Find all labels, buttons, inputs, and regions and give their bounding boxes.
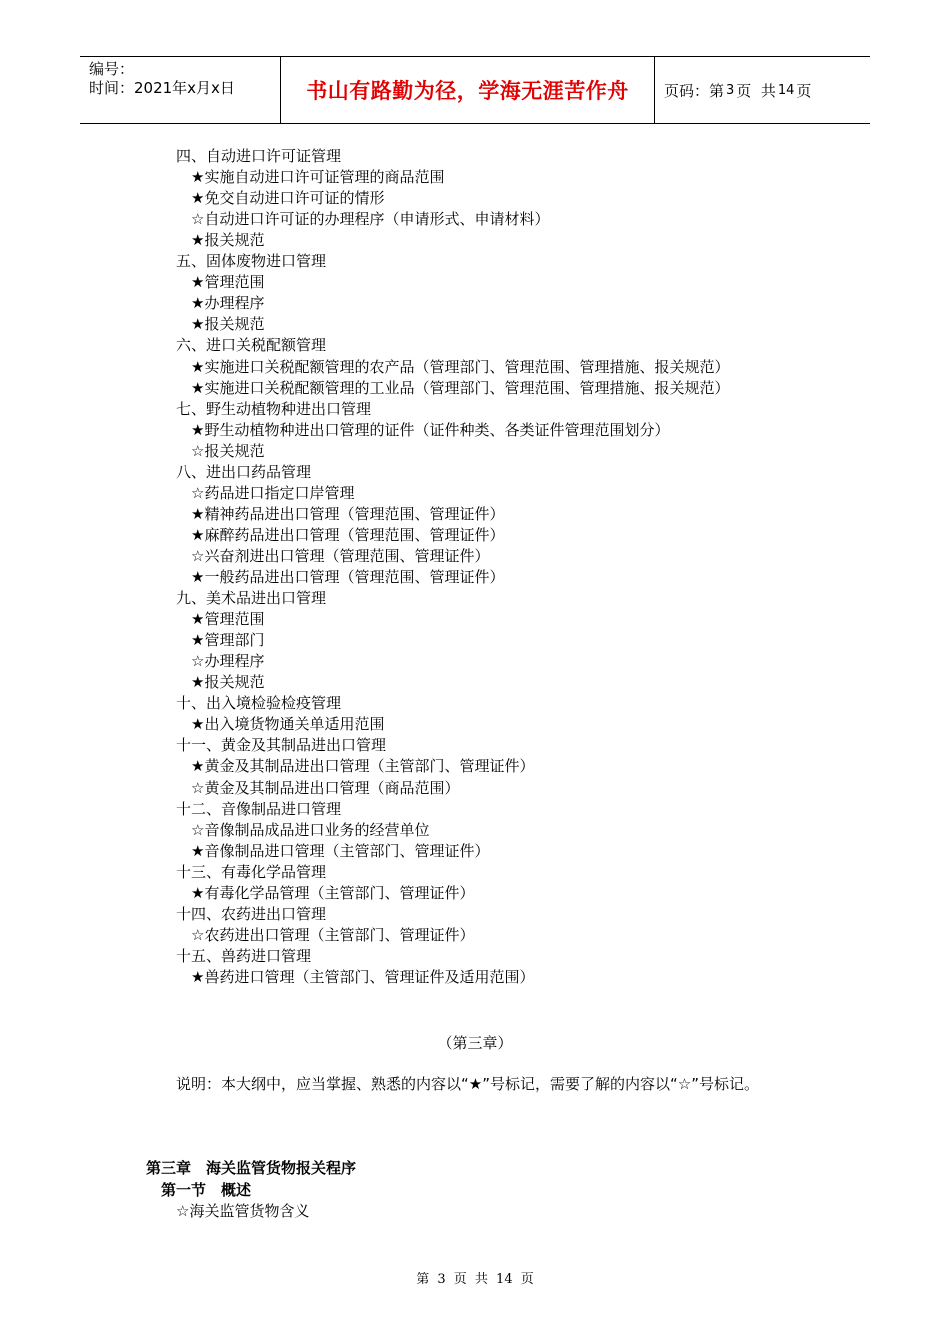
outline-section-heading: 十、出入境检验检疫管理 [176,694,342,713]
page-prefix: 页码：第 [664,81,725,100]
outline-item: ★实施进口关税配额管理的农产品（管理部门、管理范围、管理措施、报关规范） [191,357,730,376]
outline-item: ★办理程序 [191,294,265,313]
section-title: 第一节 概述 [161,1181,252,1199]
outline-item: ★精神药品进出口管理（管理范围、管理证件） [191,504,505,523]
outline-item: ★管理范围 [191,610,265,629]
outline-section-heading: 九、美术品进出口管理 [176,589,327,608]
outline-section-heading: 六、进口关税配额管理 [176,336,327,355]
section-item: ☆海关监管货物含义 [176,1202,310,1220]
outline-item: ★免交自动进口许可证的情形 [191,189,385,208]
outline-item: ☆报关规范 [191,441,265,460]
outline-item: ★黄金及其制品进出口管理（主管部门、管理证件） [191,757,535,776]
outline-section-heading: 七、野生动植物种进出口管理 [176,399,372,418]
header-meta-cell [80,57,281,123]
outline-section-heading: 十三、有毒化学品管理 [176,862,327,881]
syllabus-note: 说明：本大纲中，应当掌握、熟悉的内容以“★”号标记，需要了解的内容以“☆”号标记。 [176,1075,759,1093]
header-motto: 书山有路勤为径，学海无涯苦作舟 [306,78,629,103]
chapter-title: 第三章 海关监管货物报关程序 [146,1159,357,1177]
chapter-marker: （第三章） [437,1034,513,1052]
outline-section-heading: 十二、音像制品进口管理 [176,799,342,818]
page-footer: 第 3 页 共 14 页 [416,1272,534,1287]
outline-item: ☆农药进出口管理（主管部门、管理证件） [191,925,475,944]
outline-item: ★兽药进口管理（主管部门、管理证件及适用范围） [191,967,535,986]
outline-item: ★实施自动进口许可证管理的商品范围 [191,168,445,187]
outline-section-heading: 四、自动进口许可证管理 [176,147,342,165]
header-page-cell [655,57,870,123]
page-mid: 页 共 [736,81,776,100]
outline-item: ★管理范围 [191,273,265,292]
outline-item: ☆办理程序 [191,652,265,671]
page-header [80,56,870,124]
outline-item: ☆音像制品成品进口业务的经营单位 [191,820,430,839]
outline-section-heading: 五、固体废物进口管理 [176,252,327,271]
outline-item: ★麻醉药品进出口管理（管理范围、管理证件） [191,525,505,544]
outline-item: ★实施进口关税配额管理的工业品（管理部门、管理范围、管理措施、报关规范） [191,378,730,397]
outline-item: ☆药品进口指定口岸管理 [191,483,355,502]
outline-item: ☆黄金及其制品进出口管理（商品范围） [191,778,460,797]
document-number-label: 编号： [89,60,135,78]
outline-item: ☆自动进口许可证的办理程序（申请形式、申请材料） [191,210,550,229]
outline-section-heading: 十四、农药进出口管理 [176,904,327,923]
outline-item: ★一般药品进出口管理（管理范围、管理证件） [191,568,505,586]
outline-item: ☆兴奋剂进出口管理（管理范围、管理证件） [191,546,490,565]
outline-item: ★管理部门 [191,631,265,650]
outline-item: ★野生动植物种进出口管理的证件（证件种类、各类证件管理范围划分） [191,420,670,439]
outline-section-heading: 十一、黄金及其制品进出口管理 [176,736,387,755]
page-total: 14 [777,82,795,98]
header-motto-cell [281,57,655,123]
outline-section-heading: 八、进出口药品管理 [176,462,312,481]
outline-item: ★报关规范 [191,315,265,334]
page-current: 3 [726,82,735,98]
outline-item: ★有毒化学品管理（主管部门、管理证件） [191,883,475,902]
document-date-label: 时间：2021年x月x日 [89,79,235,97]
outline-item: ★音像制品进口管理（主管部门、管理证件） [191,841,490,860]
page-suffix: 页 [796,81,812,100]
outline-item: ★出入境货物通关单适用范围 [191,715,385,734]
outline-item: ★报关规范 [191,231,265,250]
outline-item: ★报关规范 [191,673,265,692]
outline-section-heading: 十五、兽药进口管理 [176,946,312,965]
